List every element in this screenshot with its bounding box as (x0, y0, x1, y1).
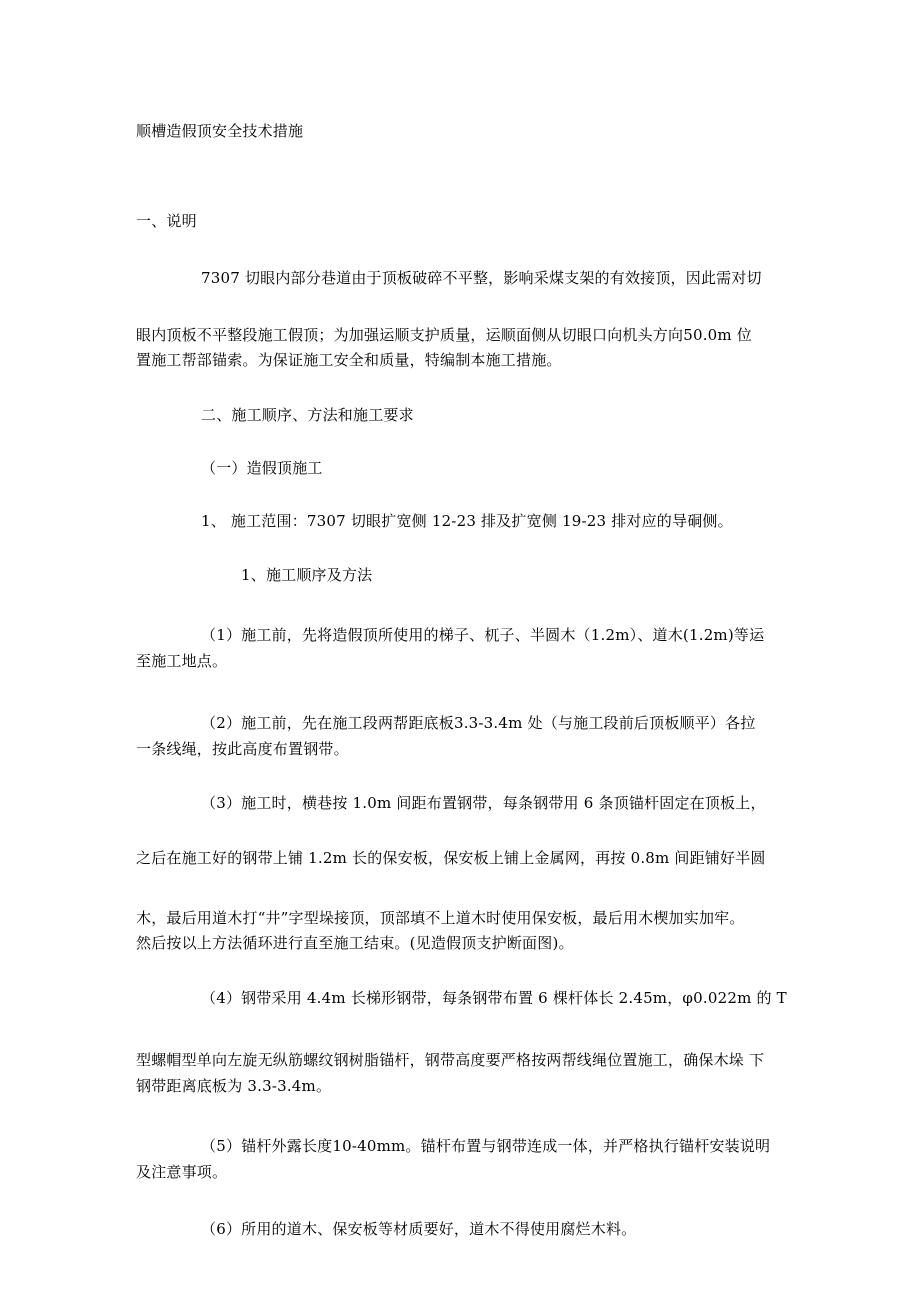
section-2-heading: 二、施工顺序、方法和施工要求 (201, 406, 414, 424)
document-title: 顺槽造假顶安全技术措施 (136, 122, 304, 140)
step-3-line-1: （3）施工时，横巷按 1.0m 间距布置钢带，每条钢带用 6 条顶锚杆固定在顶板上， (201, 794, 766, 812)
section-1-heading: 一、说明 (136, 212, 197, 230)
step-5-line-1: （5）锚杆外露长度10-40mm。锚杆布置与钢带连成一体，并严格执行锚杆安装说明 (201, 1137, 771, 1155)
item-1-sub-heading: 1、施工顺序及方法 (241, 566, 373, 584)
step-3-line-3: 木，最后用道木打“井”字型垛接顶，顶部填不上道木时使用保安板，最后用木楔加实加牢。 (136, 909, 745, 927)
step-4-line-2: 型螺帽型单向左旋无纵筋螺纹钢树脂锚杆，钢带高度要严格按两帮线绳位置施工，确保木垛 下 (136, 1051, 765, 1069)
paragraph-1-line-3: 置施工帮部锚索。为保证施工安全和质量，特编制本施工措施。 (136, 351, 562, 369)
step-6-line-1: （6）所用的道木、保安板等材质要好，道木不得使用腐烂木料。 (201, 1220, 637, 1238)
paragraph-1-line-1: 7307 切眼内部分巷道由于顶板破碎不平整，影响采煤支架的有效接顶，因此需对切 (201, 269, 762, 287)
step-2-line-2: 一条线绳，按此高度布置钢带。 (136, 740, 349, 758)
step-2-line-1: （2）施工前，先在施工段两帮距底板3.3-3.4m 处（与施工段前后顶板顺平）各拉 (201, 714, 756, 732)
step-4-line-3: 钢带距离底板为 3.3-3.4m。 (136, 1077, 332, 1095)
step-5-line-2: 及注意事项。 (136, 1163, 228, 1181)
subsection-1-heading: （一）造假顶施工 (201, 459, 323, 477)
step-1-line-2: 至施工地点。 (136, 652, 228, 670)
step-3-line-2: 之后在施工好的钢带上铺 1.2m 长的保安板，保安板上铺上金属网，再按 0.8m 间距铺好半圆 (136, 849, 766, 867)
paragraph-1-line-2: 眼内顶板不平整段施工假顶；为加强运顺支护质量，运顺面侧从切眼口向机头方向50.0m 位 (136, 326, 752, 344)
step-1-line-1: （1）施工前，先将造假顶所使用的梯子、杌子、半圆木（1.2m）、道木(1.2m)等运 (201, 626, 765, 644)
step-4-line-1: （4）钢带采用 4.4m 长梯形钢带，每条钢带布置 6 棵杆体长 2.45m，φ0.022m 的 T (201, 989, 787, 1007)
step-3-line-4: 然后按以上方法循环进行直至施工结束。(见造假顶支护断面图)。 (136, 934, 574, 952)
item-1-scope: 1、 施工范围：7307 切眼扩宽侧 12-23 排及扩宽侧 19-23 排对应的导硐侧。 (201, 512, 733, 530)
